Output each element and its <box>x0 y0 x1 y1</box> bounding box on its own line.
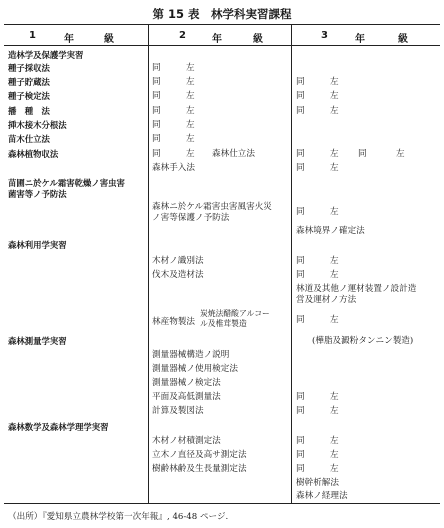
subject-seed-collection: 種子採収法 <box>8 63 50 73</box>
y3-left-10: 左 <box>330 315 339 325</box>
y3-boundary: 森林境界ノ確定法 <box>296 226 365 236</box>
y2-instrument-test: 測量器械ノ検定法 <box>152 378 221 388</box>
y3-same-11: 同 <box>296 392 305 402</box>
y2-instrument-structure: 測量器械構造ノ説明 <box>152 350 230 360</box>
y2-tree-age: 樹齢林齢及生長量測定法 <box>152 464 247 474</box>
bottom-rule <box>4 503 440 504</box>
y3-left-2: 左 <box>330 91 339 101</box>
y3-same-8: 同 <box>296 256 305 266</box>
y3-left-9: 左 <box>330 270 339 280</box>
y3-same-6: 同 <box>296 163 305 173</box>
header-year1-kyu: 級 <box>104 34 114 45</box>
subject-forest-utilization: 森林利用学実習 <box>8 240 67 250</box>
y3-same-7: 同 <box>296 207 305 217</box>
top-rule <box>4 24 440 25</box>
y2-charcoal-line2: ル及椎茸製造 <box>200 319 247 328</box>
header-year2-number: 2 <box>179 30 186 41</box>
y2-same-7: 同 <box>152 149 161 159</box>
header-year2-nen: 年 <box>212 34 222 45</box>
y2-same-3: 同 <box>152 91 161 101</box>
y2-forest-protection-line2: ノ害等保護ノ予防法 <box>152 213 230 223</box>
y2-wood-identification: 木材ノ識別法 <box>152 256 204 266</box>
y3-forest-road-line1: 林道及其他ノ運材装置ノ設計造 <box>296 284 417 294</box>
y3-left-11: 左 <box>330 392 339 402</box>
y3-left-12: 左 <box>330 406 339 416</box>
y3-same-1: 同 <box>296 77 305 87</box>
y3-same-14: 同 <box>296 450 305 460</box>
y2-same-5: 同 <box>152 120 161 130</box>
y2-forest-protection-line1: 森林ニ於ケル霜害虫害風害火災 <box>152 202 272 212</box>
subject-seed-testing: 種子検定法 <box>8 91 50 101</box>
column-divider-2 <box>291 24 292 504</box>
y2-left-6: 左 <box>186 134 195 144</box>
y2-left-2: 左 <box>186 77 195 87</box>
subject-nursery-protection-line1: 苗圃ニ於ケル霜害乾燥ノ害虫害 <box>8 178 125 188</box>
y3-same-2: 同 <box>296 91 305 101</box>
y2-left-1: 左 <box>186 63 195 73</box>
header-year1-number: 1 <box>29 30 36 41</box>
y3-left-14: 左 <box>330 450 339 460</box>
y2-tree-diameter: 立木ノ直径及高サ測定法 <box>152 450 247 460</box>
header-year1-nen: 年 <box>64 34 74 45</box>
y3-left-6: 左 <box>330 163 339 173</box>
y3-left-7: 左 <box>330 207 339 217</box>
y3-same-15: 同 <box>296 464 305 474</box>
y3-same-13: 同 <box>296 436 305 446</box>
subject-forest-mathematics: 森林数学及森林学理学実習 <box>8 422 109 432</box>
y3-left-8: 左 <box>330 256 339 266</box>
y3-left-13: 左 <box>330 436 339 446</box>
y3-same-10: 同 <box>296 315 305 325</box>
y3-same-9: 同 <box>296 270 305 280</box>
y2-calculation-drafting: 計算及製図法 <box>152 406 204 416</box>
y2-forest-cultivation: 森林仕立法 <box>212 149 255 159</box>
y2-same-2: 同 <box>152 77 161 87</box>
subject-sowing: 播 種 法 <box>8 106 50 116</box>
y3-left-5: 左 <box>396 149 405 159</box>
y2-plane-survey: 平面及高低測量法 <box>152 392 221 402</box>
column-divider-1 <box>148 24 149 504</box>
y3-same-3: 同 <box>296 106 305 116</box>
y2-instrument-use: 測量器械ノ使用検定法 <box>152 364 238 374</box>
subject-nursery-protection-line2: 菌害等ノ予防法 <box>8 189 67 199</box>
header-year2-kyu: 級 <box>253 34 263 45</box>
header-year3-number: 3 <box>321 30 328 41</box>
source-note: （出所）『愛知県立農林学校第一次年報』, 46-48 ページ. <box>8 512 229 522</box>
subject-cutting-grafting: 挿木接木分根法 <box>8 120 67 130</box>
y3-left-4: 左 <box>330 149 339 159</box>
y3-forest-road-line2: 営及運材ノ方法 <box>296 295 357 305</box>
y2-felling: 伐木及造材法 <box>152 270 204 280</box>
y3-left-3: 左 <box>330 106 339 116</box>
y3-left-1: 左 <box>330 77 339 87</box>
header-year3-nen: 年 <box>355 34 365 45</box>
header-year3-kyu: 級 <box>398 34 408 45</box>
y2-forest-tending: 森林手入法 <box>152 163 195 173</box>
y3-same-12: 同 <box>296 406 305 416</box>
y3-same-4: 同 <box>296 149 305 159</box>
subject-forest-plants: 森林植物収法 <box>8 149 59 159</box>
y3-same-5: 同 <box>358 149 367 159</box>
y2-same-6: 同 <box>152 134 161 144</box>
y2-left-5: 左 <box>186 120 195 130</box>
y2-timber-volume: 木材ノ材積測定法 <box>152 436 221 446</box>
y3-resin-note: (樺脂及澱粉タンニン製造) <box>312 336 414 346</box>
subject-forest-surveying: 森林測量学実習 <box>8 336 67 346</box>
subject-silviculture: 造林学及保護学実習 <box>8 50 84 60</box>
y2-same-4: 同 <box>152 106 161 116</box>
y2-left-3: 左 <box>186 91 195 101</box>
subject-seedling-raising: 苗木仕立法 <box>8 134 50 144</box>
y2-left-7: 左 <box>186 149 195 159</box>
header-rule <box>4 45 440 46</box>
y3-forest-management: 森林ノ経理法 <box>296 491 348 501</box>
y3-stem-analysis: 樹幹析解法 <box>296 478 339 488</box>
y2-forest-products: 林産物製法 <box>152 317 195 327</box>
y2-same-1: 同 <box>152 63 161 73</box>
y2-charcoal-line1: 炭焼法醋酸アルコー <box>200 309 270 318</box>
y3-left-15: 左 <box>330 464 339 474</box>
subject-seed-storage: 種子貯蔵法 <box>8 77 50 87</box>
table-title: 第 15 表 林学科実習課程 <box>152 7 292 21</box>
y2-left-4: 左 <box>186 106 195 116</box>
